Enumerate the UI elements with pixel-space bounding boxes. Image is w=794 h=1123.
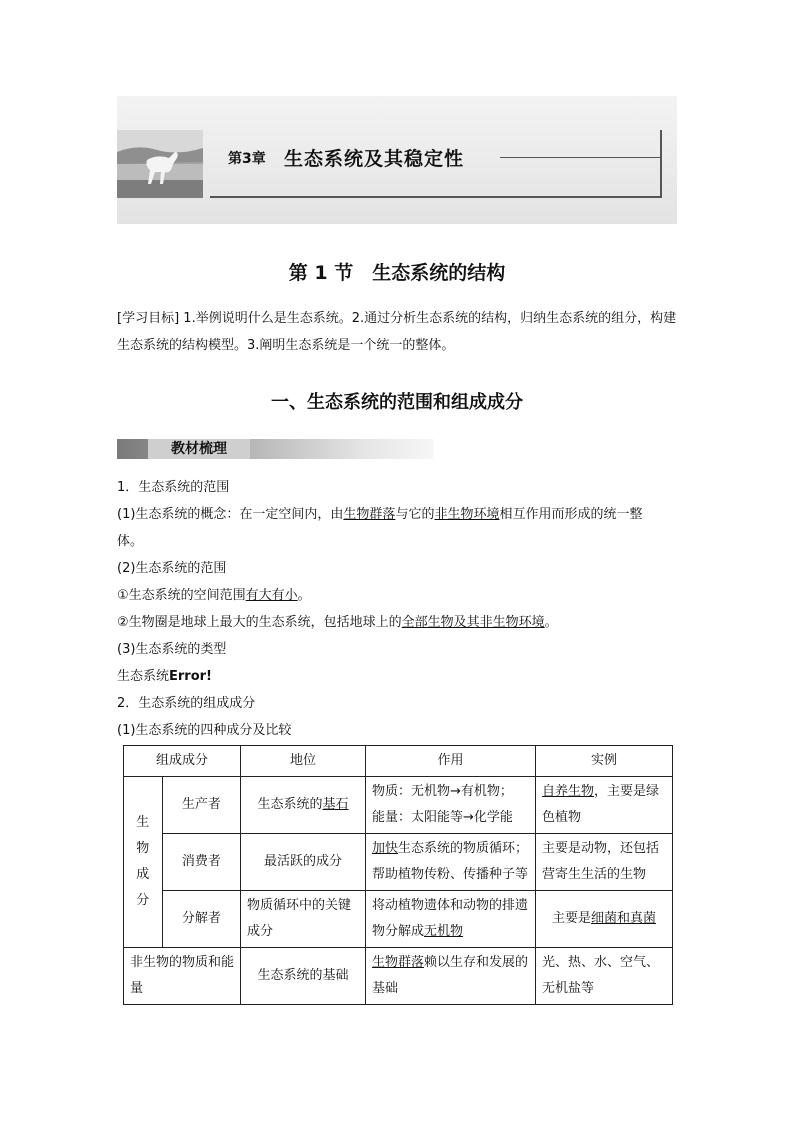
producer-example: 自养生物，主要是绿色植物 — [536, 777, 673, 834]
components-table — [123, 745, 673, 1005]
decomposer-example: 主要是细菌和真菌 — [536, 891, 673, 948]
consumer-status: 最活跃的成分 — [241, 834, 366, 891]
answer-blank: 有大有小 — [245, 588, 298, 603]
answer-blank: 生物群落 — [372, 955, 425, 970]
types-heading: (3)生态系统的类型 — [117, 642, 227, 657]
table-row — [124, 834, 673, 891]
abiotic-role: 生物群落赖以生存和发展的基础 — [366, 948, 536, 1005]
components-subheading: (1)生态系统的四种成分及比较 — [117, 723, 292, 738]
learning-goal — [117, 305, 679, 359]
learning-goal-label: [学习目标] — [117, 311, 180, 326]
answer-blank: 基石 — [322, 797, 349, 812]
answer-blank: 非生物环境 — [434, 507, 500, 522]
concept-line-cont: 体。 — [117, 534, 144, 549]
learning-goal-text: 1.举例说明什么是生态系统。2.通过分析生态系统的结构，归纳生态系统的组分，构建生态系统的结构模型。3.阐明生态系统是一个统一的整体。 — [117, 311, 677, 353]
answer-blank: 加快 — [372, 841, 399, 856]
consumer-name: 消费者 — [162, 834, 240, 891]
abiotic-status: 生态系统的基础 — [241, 948, 366, 1005]
horse-photo — [117, 130, 203, 198]
abiotic-example: 光、热、水、空气、无机盐等 — [536, 948, 673, 1005]
decomposer-name: 分解者 — [162, 891, 240, 948]
table-header: 作用 — [366, 746, 536, 777]
table-row — [124, 891, 673, 948]
types-line: 生态系统Error! — [117, 669, 212, 684]
section-title: 第 1 节 生态系统的结构 — [288, 262, 506, 284]
heading-scope: 1．生态系统的范围 — [117, 480, 230, 495]
table-header: 实例 — [536, 746, 673, 777]
scope-heading: (2)生态系统的范围 — [117, 561, 227, 576]
consumer-example: 主要是动物，还包括营寄生生活的生物 — [536, 834, 673, 891]
answer-blank: 全部生物及其非生物环境 — [401, 615, 545, 630]
error-text: Error! — [169, 669, 212, 684]
heading-components: 2．生态系统的组成成分 — [117, 696, 256, 711]
answer-blank: 无机物 — [424, 924, 464, 939]
abiotic-name: 非生物的物质和能量 — [124, 948, 241, 1005]
producer-status: 生态系统的基石 — [241, 777, 366, 834]
bio-component-label: 生物成分 — [124, 777, 163, 948]
decomposer-status: 物质循环中的关键成分 — [241, 891, 366, 948]
table-header: 地位 — [241, 746, 366, 777]
table-row — [124, 948, 673, 1005]
textbook-review-label: 教材梳理 — [148, 439, 250, 459]
horse-photo-image — [117, 130, 203, 198]
chapter-title: 生态系统及其稳定性 — [284, 148, 465, 170]
chapter-title-rule — [500, 157, 660, 158]
producer-name: 生产者 — [162, 777, 240, 834]
consumer-role: 加快生态系统的物质循环；帮助植物传粉、传播种子等 — [366, 834, 536, 891]
producer-role: 物质：无机物→有机物； 能量：太阳能等→化学能 — [366, 777, 536, 834]
table-header-row — [124, 746, 673, 777]
decomposer-role: 将动植物遗体和动物的排遗物分解成无机物 — [366, 891, 536, 948]
table-header: 组成成分 — [124, 746, 241, 777]
answer-blank: 自养生物 — [542, 784, 595, 799]
answer-blank: 细菌和真菌 — [591, 911, 657, 926]
concept-line: (1)生态系统的概念：在一定空间内，由生物群落与它的非生物环境相互作用而形成的统一整 — [117, 507, 643, 522]
scope-line-2: ②生物圈是地球上最大的生态系统，包括地球上的全部生物及其非生物环境。 — [117, 615, 558, 630]
table-row — [124, 777, 673, 834]
chapter-number: 第3章 — [228, 151, 266, 167]
answer-blank: 生物群落 — [343, 507, 396, 522]
scope-line-1: ①生态系统的空间范围有大有小。 — [117, 588, 311, 603]
part-title: 一、生态系统的范围和组成成分 — [271, 392, 523, 413]
